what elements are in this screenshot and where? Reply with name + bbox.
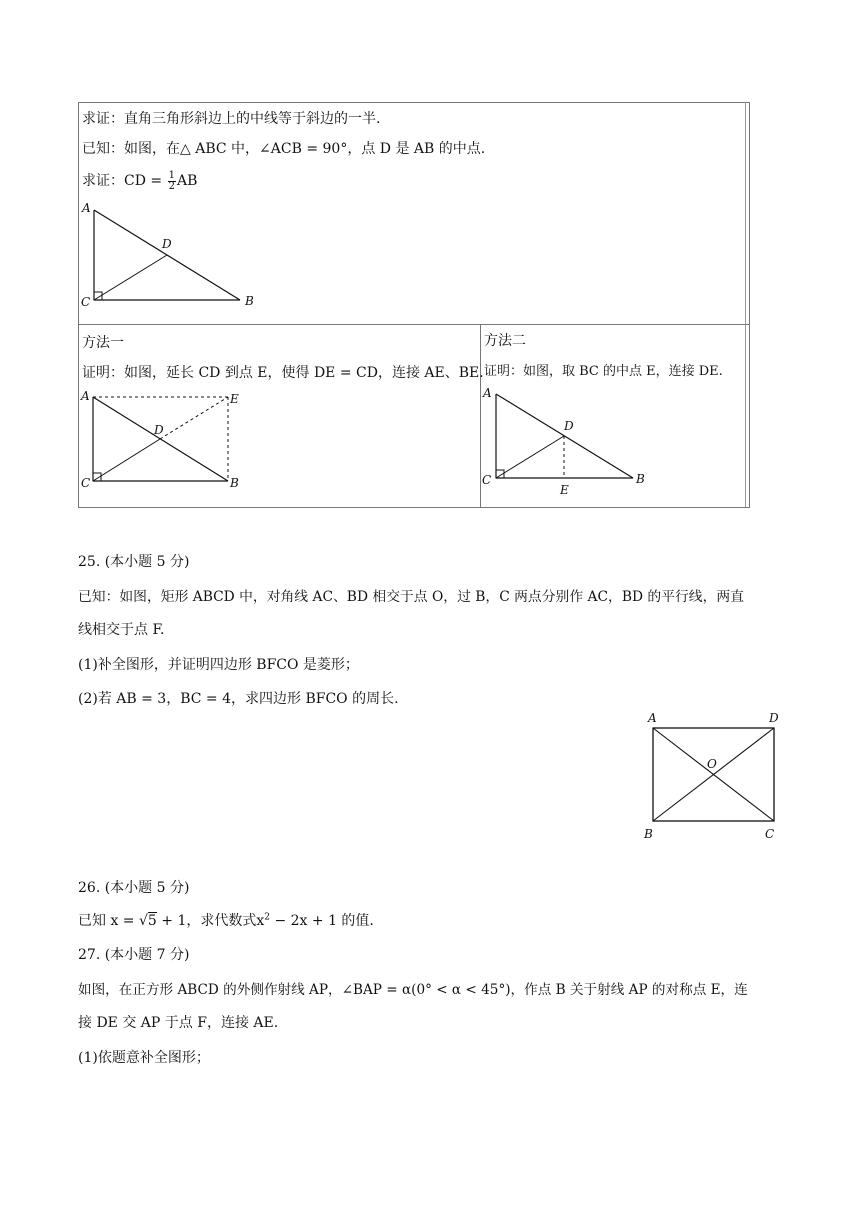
q27-header: 27. (本小题 7 分)	[78, 947, 190, 963]
triangle-figure	[78, 198, 268, 313]
label-o: O	[707, 757, 717, 771]
label-a: A	[82, 201, 91, 215]
label-d: D	[154, 423, 164, 437]
label-c: C	[81, 476, 91, 490]
rectangle-figure	[640, 706, 790, 846]
q25-line2: 线相交于点 F.	[78, 622, 165, 638]
q26-suffix: − 2x + 1 的值.	[270, 913, 374, 929]
label-d: D	[564, 419, 574, 433]
claim-text: 求证：直角三角形斜边上的中线等于斜边的一半.	[82, 111, 381, 127]
q26-header: 26. (本小题 5 分)	[78, 880, 190, 896]
fraction-denominator: 2	[168, 180, 175, 192]
label-b: B	[245, 294, 254, 308]
dashed-de	[160, 397, 228, 439]
q25-part2: (2)若 AB = 3，BC = 4，求四边形 BFCO 的周长.	[78, 691, 399, 707]
method2-title: 方法二	[484, 333, 526, 349]
label-b: B	[230, 476, 239, 490]
label-a: A	[81, 389, 90, 403]
prove-suffix: AB	[176, 173, 198, 189]
method1-figure	[78, 385, 258, 495]
label-a: A	[483, 386, 492, 400]
q26-prefix: 已知 x =	[78, 913, 139, 929]
label-a: A	[648, 711, 657, 725]
method1-text: 证明：如图，延长 CD 到点 E，使得 DE = CD，连接 AE、BE.	[82, 365, 484, 381]
q26-mid: + 1，求代数式x	[156, 913, 265, 929]
sqrt-symbol: √	[138, 913, 148, 929]
label-c: C	[765, 827, 775, 841]
method1-title: 方法一	[82, 335, 124, 351]
label-c: C	[81, 295, 91, 309]
q26-text	[78, 910, 374, 930]
label-e: E	[230, 392, 239, 406]
q25-line1: 已知：如图，矩形 ABCD 中，对角线 AC、BD 相交于点 O，过 B，C 两点分别作 AC，BD 的平行线，两直	[78, 589, 744, 605]
prove-text	[82, 170, 197, 192]
q27-part1: (1)依题意补全图形；	[78, 1050, 210, 1066]
label-b: B	[636, 472, 645, 486]
median-cd	[496, 436, 564, 478]
method2-figure	[480, 382, 660, 500]
sqrt-radicand: 5	[147, 913, 157, 929]
label-d: D	[162, 237, 172, 251]
q27-line1: 如图，在正方形 ABCD 的外侧作射线 AP，∠BAP = α(0° < α < 45°)，作点 B 关于射线 AP 的对称点 E，连	[78, 982, 748, 998]
label-e: E	[560, 483, 569, 497]
given-text: 已知：如图，在△ ABC 中，∠ACB = 90°，点 D 是 AB 的中点.	[82, 141, 486, 157]
segment-cd	[93, 439, 160, 481]
q25-header: 25. (本小题 5 分)	[78, 554, 190, 570]
fraction-numerator: 1	[168, 169, 175, 181]
exponent: 2	[264, 912, 270, 923]
label-b: B	[644, 827, 653, 841]
q27-line2: 接 DE 交 AP 于点 F，连接 AE.	[78, 1015, 279, 1031]
median-cd	[94, 255, 167, 300]
q25-part1: (1)补全图形，并证明四边形 BFCO 是菱形；	[78, 657, 359, 673]
label-d: D	[769, 711, 779, 725]
one-half-fraction	[168, 171, 176, 192]
label-c: C	[482, 473, 492, 487]
method2-text: 证明：如图，取 BC 的中点 E，连接 DE.	[484, 364, 723, 379]
prove-prefix: 求证：CD =	[82, 173, 167, 189]
